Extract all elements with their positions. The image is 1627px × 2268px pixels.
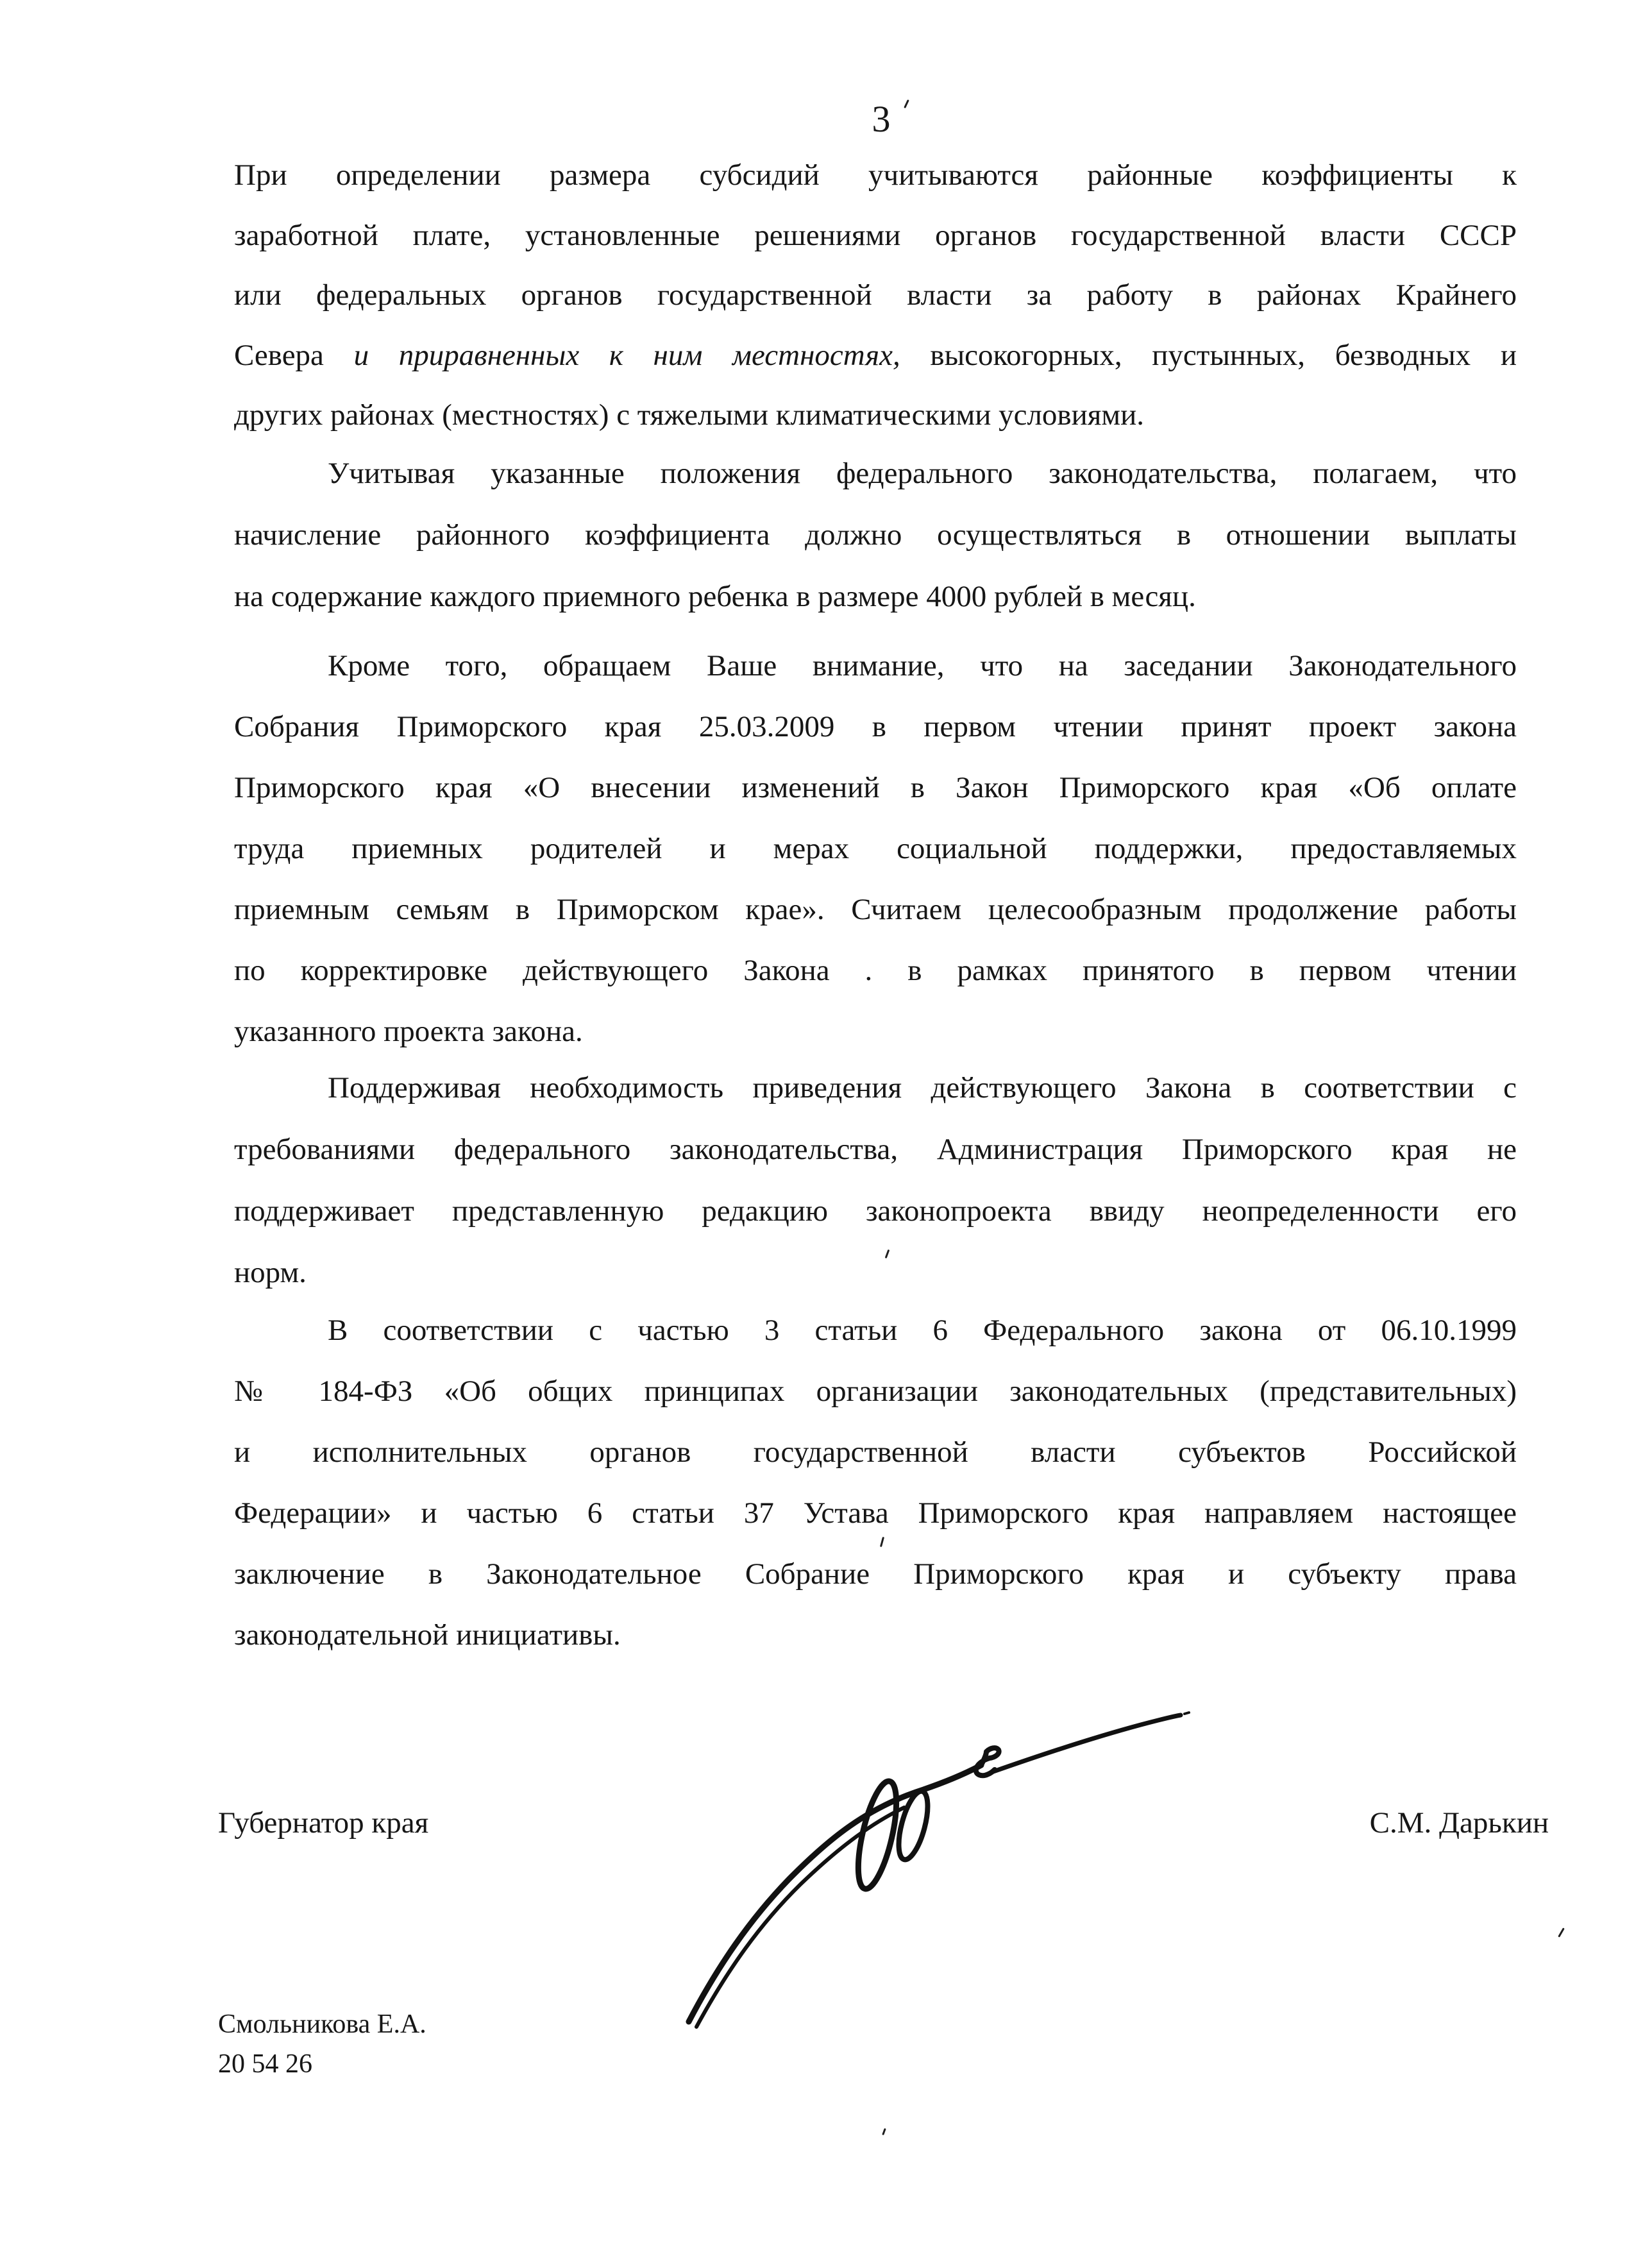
text-line: других районах (местностях) с тяжелыми климатическими условиями. [234, 398, 1145, 432]
text-line: заработной плате, установленные решениями органов государственной власти СССР [234, 218, 1517, 252]
text-line: требованиями федерального законодательства, Администрация Приморского края не [234, 1133, 1517, 1166]
text-line: Приморского края «О внесении изменений в Закон Приморского края «Об оплате [234, 771, 1517, 804]
text-line: труда приемных родителей и мерах социальной поддержки, предоставляемых [234, 832, 1517, 865]
text-line: Кроме того, обращаем Ваше внимание, что на заседании Законодательного [328, 649, 1517, 682]
text-line: Собрания Приморского края 25.03.2009 в первом чтении принят проект закона [234, 710, 1517, 743]
page-number: 3 [872, 98, 891, 140]
executor-phone: 20 54 26 [218, 2049, 312, 2079]
scan-artifact [882, 2128, 886, 2135]
text-line: поддерживает представленную редакцию законопроекта ввиду неопределенности его [234, 1194, 1517, 1228]
text-line: заключение в Законодательное Собрание Приморского края и субъекту права [234, 1557, 1517, 1591]
text-line: начисление районного коэффициента должно осуществляться в отношении выплаты [234, 518, 1517, 552]
text-line: В соответствии с частью 3 статьи 6 Федерального закона от 06.10.1999 [328, 1314, 1517, 1347]
text-line: на содержание каждого приемного ребенка в размере 4000 рублей в месяц. [234, 580, 1196, 613]
text-line: или федеральных органов государственной власти за работу в районах Крайнего [234, 278, 1517, 312]
signature-tail [993, 1715, 1181, 1772]
text-line: норм. [234, 1256, 307, 1289]
text-line: указанного проекта закона. [234, 1015, 583, 1048]
paragraph [234, 1300, 1517, 1666]
text-line: Учитывая указанные положения федерального законодательства, полагаем, что [328, 457, 1517, 490]
signer-position-label: Губернатор края [218, 1806, 429, 1840]
text-line: законодательной инициативы. [234, 1618, 621, 1652]
executor-block [218, 2004, 426, 2084]
text-line: по корректировке действующего Закона . в рамках принятого в первом чтении [234, 954, 1517, 987]
signer-name: С.М. Дарькин [1369, 1806, 1549, 1840]
paragraph [234, 636, 1517, 1062]
paragraph [234, 146, 1517, 446]
paragraph [234, 443, 1517, 627]
paragraph [234, 1057, 1517, 1303]
signature-ghost-stroke [696, 1807, 904, 2027]
signature-tail-fleck [1184, 1713, 1189, 1714]
text-line: Севера и приравненных к ним местностях, высокогорных, пустынных, безводных и [234, 338, 1517, 372]
text-line: Федерации» и частью 6 статьи 37 Устава Приморского края направляем настоящее [234, 1496, 1517, 1530]
signature-ink [654, 1655, 1231, 2052]
text-line: Поддерживая необходимость приведения действующего Закона в соответствии с [328, 1071, 1517, 1104]
scan-artifact [1558, 1927, 1565, 1937]
text-line: № 184-ФЗ «Об общих принципах организации законодательных (представительных) [234, 1375, 1517, 1408]
executor-name: Смольникова Е.А. [218, 2010, 426, 2039]
text-line: При определении размера субсидий учитываются районные коэффициенты к [234, 158, 1517, 192]
signature-main-stroke [689, 1765, 981, 2022]
text-line: приемным семьям в Приморском крае». Считаем целесообразным продолжение работы [234, 893, 1517, 926]
text-line: и исполнительных органов государственной власти субъектов Российской [234, 1435, 1517, 1469]
